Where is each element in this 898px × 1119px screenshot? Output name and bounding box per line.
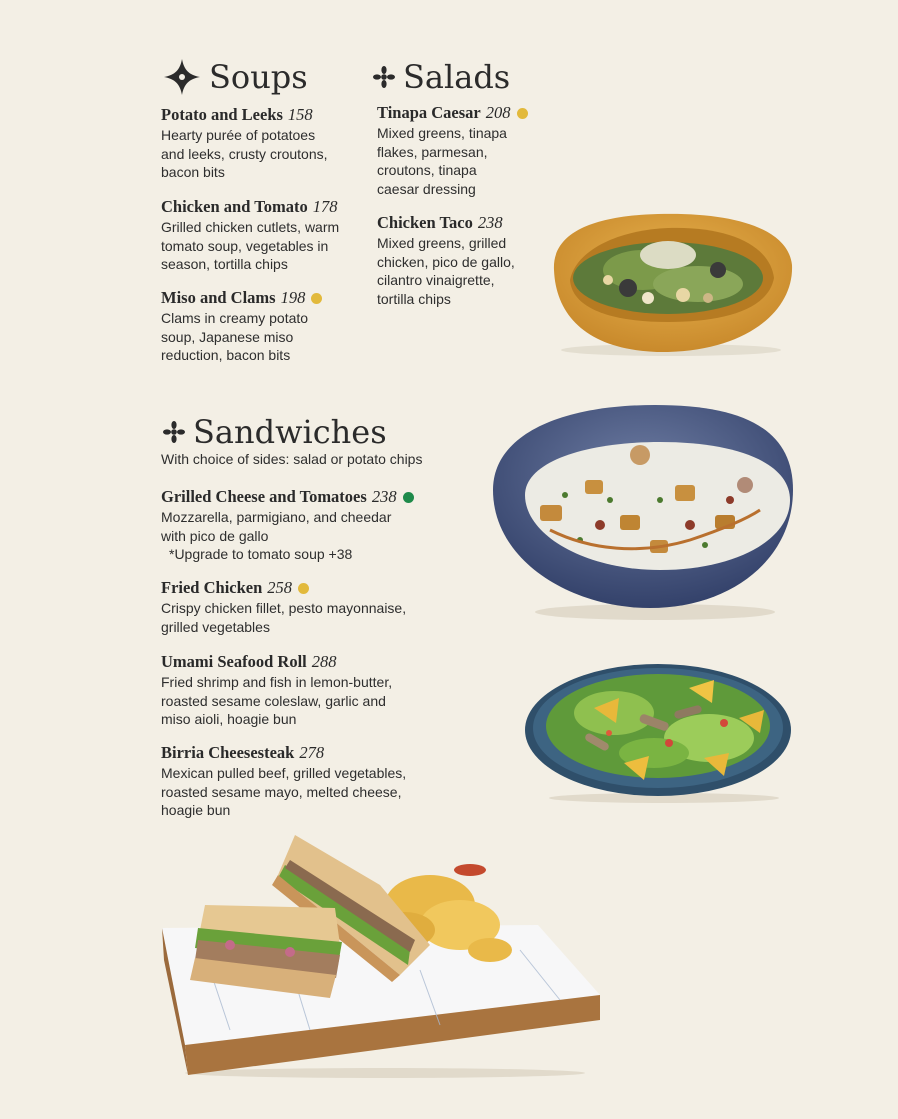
item-desc-line: and leeks, crusty croutons, (161, 145, 328, 162)
sandwiches-title: Sandwiches (193, 413, 387, 451)
item-price: 198 (280, 288, 306, 307)
item-price: 258 (267, 578, 293, 597)
recommended-dot-icon (298, 583, 309, 594)
item-desc-line: Crispy chicken fillet, pesto mayonnaise, (161, 600, 407, 616)
item-price: 278 (299, 743, 325, 762)
menu-item-potato-and-leeks (161, 105, 328, 182)
sandwiches-subtitle: With choice of sides: salad or potato chips (161, 451, 423, 467)
item-price: 238 (477, 213, 503, 232)
item-desc-line: roasted sesame mayo, melted cheese, (161, 783, 402, 800)
item-desc-line: Mixed greens, tinapa (377, 125, 507, 141)
item-price: 158 (287, 105, 313, 124)
caesar-salad-bowl-photo (548, 210, 794, 358)
item-name: Chicken and Tomato (161, 197, 308, 216)
item-desc-line: with pico de gallo (161, 527, 269, 544)
salads-title: Salads (403, 58, 511, 96)
item-price: 288 (311, 652, 337, 671)
menu-item-chicken-and-tomato (161, 197, 339, 274)
menu-item-grilled-cheese-and-tomatoes (161, 487, 414, 564)
sandwiches-section-title (163, 413, 387, 451)
menu-item-chicken-taco (377, 213, 515, 308)
item-desc-line: chicken, pico de gallo, (377, 253, 515, 270)
item-desc-line: roasted sesame coleslaw, garlic and (161, 692, 386, 709)
item-price: 208 (485, 103, 511, 122)
item-desc-line: soup, Japanese miso (161, 328, 294, 345)
item-desc-line: bacon bits (161, 164, 225, 180)
item-desc-line: Mozzarella, parmigiano, and cheedar (161, 509, 392, 525)
item-name: Fried Chicken (161, 578, 263, 597)
item-desc-line: tortilla chips (377, 290, 451, 307)
item-price: 178 (312, 197, 338, 216)
item-desc-line: Mixed greens, grilled (377, 235, 507, 251)
taco-salad-plate-photo (524, 658, 794, 803)
sandwich-and-chips-board-photo (160, 830, 605, 1080)
menu-item-tinapa-caesar (377, 103, 528, 198)
cross-ornament-icon (163, 421, 185, 443)
vegetarian-dot-icon (403, 492, 414, 503)
item-name: Miso and Clams (161, 288, 276, 307)
item-desc-line: Grilled chicken cutlets, warm (161, 219, 340, 235)
item-desc-line: cilantro vinaigrette, (377, 272, 495, 288)
menu-item-miso-and-clams (161, 288, 322, 365)
item-desc-line: miso aioli, hoagie bun (161, 711, 297, 727)
item-upgrade-note: *Upgrade to tomato soup +38 (169, 546, 353, 562)
item-desc-line: Fried shrimp and fish in lemon-butter, (161, 674, 393, 690)
item-name: Potato and Leeks (161, 105, 283, 124)
item-desc-line: grilled vegetables (161, 618, 270, 635)
item-desc-line: flakes, parmesan, (377, 143, 488, 160)
item-name: Birria Cheesesteak (161, 743, 295, 762)
item-desc-line: croutons, tinapa (377, 162, 477, 178)
item-name: Chicken Taco (377, 213, 473, 232)
cross-ornament-icon (373, 66, 395, 88)
soups-section-title (163, 58, 308, 96)
item-desc-line: Mexican pulled beef, grilled vegetables, (161, 765, 407, 781)
item-name: Grilled Cheese and Tomatoes (161, 487, 367, 506)
recommended-dot-icon (517, 108, 528, 119)
potato-soup-bowl-photo (490, 400, 795, 625)
soups-title: Soups (209, 58, 308, 96)
four-point-star-icon (163, 58, 201, 96)
menu-item-birria-cheesesteak (161, 743, 406, 820)
item-name: Tinapa Caesar (377, 103, 481, 122)
salads-section-title (373, 58, 510, 96)
item-desc-line: reduction, bacon bits (161, 347, 291, 363)
item-price: 238 (371, 487, 397, 506)
item-desc-line: season, tortilla chips (161, 256, 288, 272)
item-desc-line: tomato soup, vegetables in (161, 237, 329, 254)
item-name: Umami Seafood Roll (161, 652, 307, 671)
menu-item-umami-seafood-roll (161, 652, 392, 729)
item-desc-line: hoagie bun (161, 802, 231, 818)
item-desc-line: Hearty purée of potatoes (161, 127, 316, 143)
menu-item-fried-chicken (161, 578, 406, 636)
recommended-dot-icon (311, 293, 322, 304)
item-desc-line: caesar dressing (377, 180, 476, 197)
item-desc-line: Clams in creamy potato (161, 310, 309, 326)
